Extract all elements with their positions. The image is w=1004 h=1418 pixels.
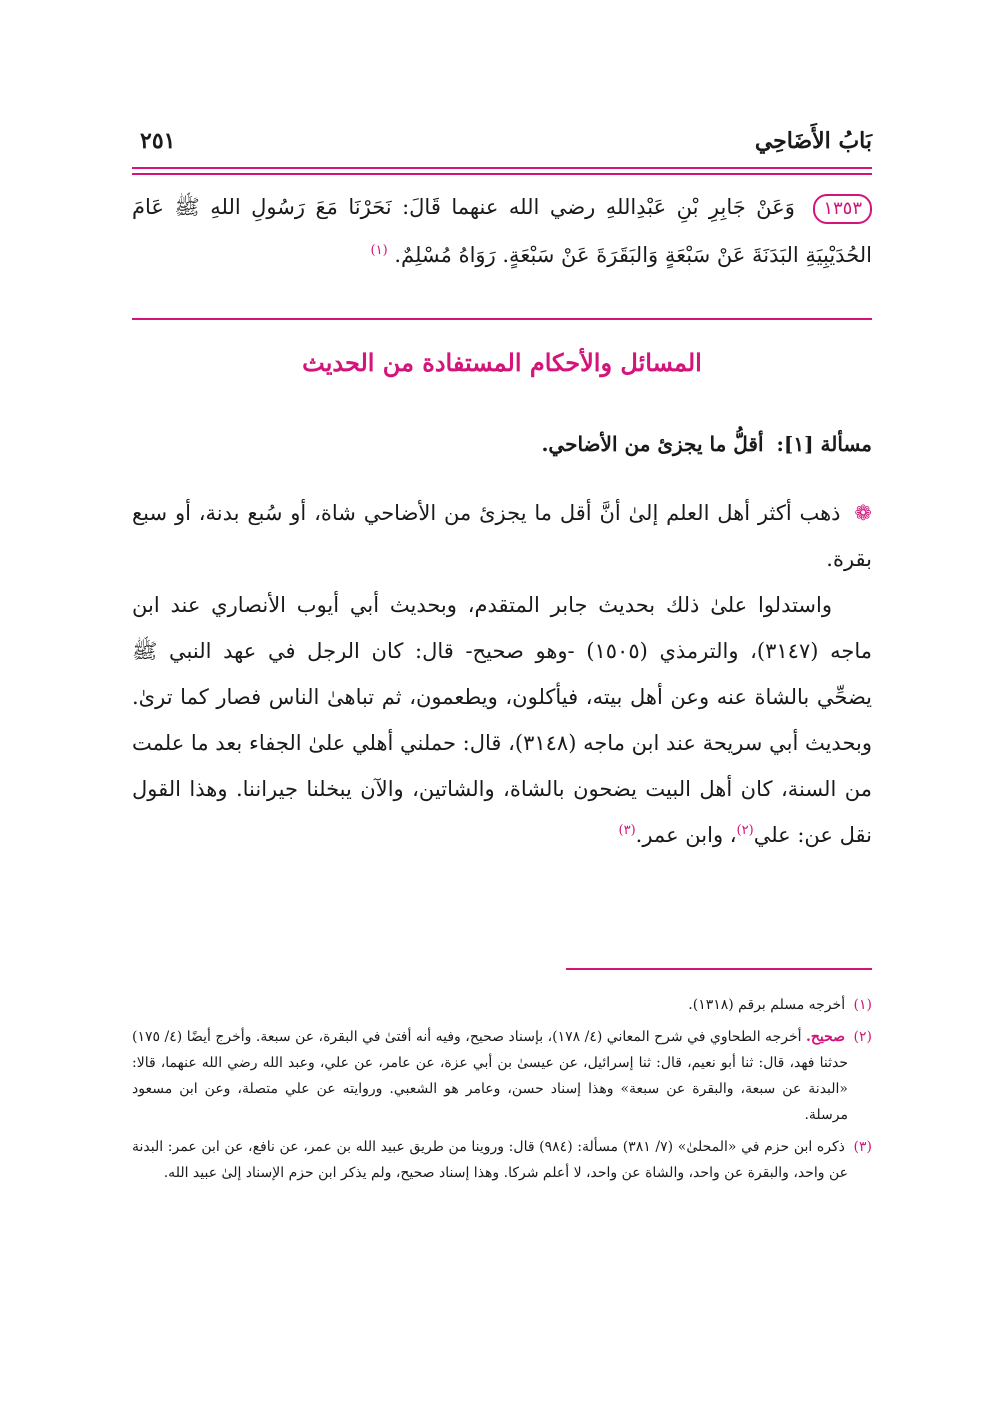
- footnote-ref-2[interactable]: (٢): [736, 823, 754, 838]
- issue-title: أقلُّ ما يجزئ من الأضاحي.: [541, 432, 764, 456]
- footnote-number: (٣): [853, 1139, 872, 1155]
- footnote-grade: صحيح.: [805, 1029, 846, 1045]
- hadith-block: [132, 183, 872, 279]
- issue-heading: [132, 432, 872, 456]
- footnote-ref-1[interactable]: (١): [370, 243, 388, 258]
- paragraph-1-text: ذهب أكثر أهل العلم إلىٰ أنَّ أقل ما يجزئ من الأضاحي شاة، أو سُبع بدنة، أو سبع بقرة.: [132, 501, 872, 571]
- section-title: المسائل والأحكام المستفادة من الحديث: [302, 348, 702, 377]
- footnote-1: [132, 992, 872, 1018]
- footnote-3: [132, 1134, 872, 1186]
- paragraph-2: [132, 582, 872, 858]
- hadith-number-badge: ١٣٥٣: [813, 194, 872, 224]
- hadith-text: وَعَنْ جَابِرِ بْنِ عَبْدِاللهِ رضي الله عنهما قَالَ: نَحَرْنَا مَعَ رَسُولِ اللهِ ﷺ عَامَ الحُدَيْبِيَةِ البَدَنَةَ عَنْ سَبْعَةٍ وَالبَقَرَةَ عَنْ سَبْعَةٍ. رَوَاهُ مُسْلِمٌ.: [132, 195, 872, 267]
- body-text: [132, 490, 872, 858]
- page-number: ٢٥١: [140, 128, 176, 154]
- footnote-text: أخرجه الطحاوي في شرح المعاني (٤/ ١٧٨)، بإسناد صحيح، وفيه أنه أفتىٰ في البقرة، عن سبعة. وأخرج أيضًا (٤/ ١٧٥) حدثنا فهد، قال: ثنا أبو نعيم، قال: ثنا إسرائيل، عن عيسىٰ بن أبي عزة، عن عامر، عن علي، وعبد الله رضي الله عنهما، قالا: «البدنة عن سبعة، والبقرة عن سبعة» وهذا إسناد حسن، وعامر هو الشعبي. وروايته عن علي متصلة، وعن ابن مسعود مرسلة.: [132, 1029, 848, 1123]
- book-page: [132, 0, 872, 1418]
- paragraph-2-text: واستدلوا علىٰ ذلك بحديث جابر المتقدم، وبحديث أبي أيوب الأنصاري عند ابن ماجه (٣١٤٧)، والترمذي (١٥٠٥) -وهو صحيح- قال: كان الرجل في عهد النبي ﷺ يضحِّي بالشاة عنه وعن أهل بيته، فيأكلون، ويطعمون، ثم تباهىٰ الناس فصار كما ترىٰ. وبحديث أبي سريحة عند ابن ماجه (٣١٤٨)، قال: حملني أهلي علىٰ الجفاء بعد ما علمت من السنة، كان أهل البيت يضحون بالشاة، والشاتين، والآن يبخلنا جيراننا. وهذا القول نقل عن: علي: [132, 593, 872, 847]
- footnote-text: أخرجه مسلم برقم (١٣١٨).: [688, 997, 846, 1013]
- footnote-ref-3[interactable]: (٣): [618, 823, 636, 838]
- header-divider: [132, 167, 872, 175]
- flower-icon: ❁: [854, 501, 872, 525]
- issue-label: مسألة [١]:: [776, 432, 872, 456]
- footnote-divider: [566, 968, 872, 970]
- footnote-number: (٢): [853, 1029, 872, 1045]
- paragraph-1: [132, 490, 872, 582]
- hadith-divider: [132, 318, 872, 320]
- footnote-2: [132, 1024, 872, 1128]
- page-header: [132, 128, 872, 164]
- footnotes: [132, 992, 872, 1192]
- footnote-text: ذكره ابن حزم في «المحلىٰ» (٧/ ٣٨١) مسألة: (٩٨٤) قال: وروينا من طريق عبيد الله بن عمر، عن نافع، عن ابن عمر: البدنة عن واحد، والبقرة عن واحد، والشاة عن واحد، لا أعلم شركا. وهذا إسناد صحيح، ولم يذكر ابن حزم الإسناد إلىٰ عبيد الله.: [132, 1139, 848, 1181]
- footnote-number: (١): [853, 997, 872, 1013]
- paragraph-2-text-end: ، وابن عمر.: [635, 823, 737, 847]
- chapter-title: بَابُ الأَضَاحِي: [754, 128, 872, 154]
